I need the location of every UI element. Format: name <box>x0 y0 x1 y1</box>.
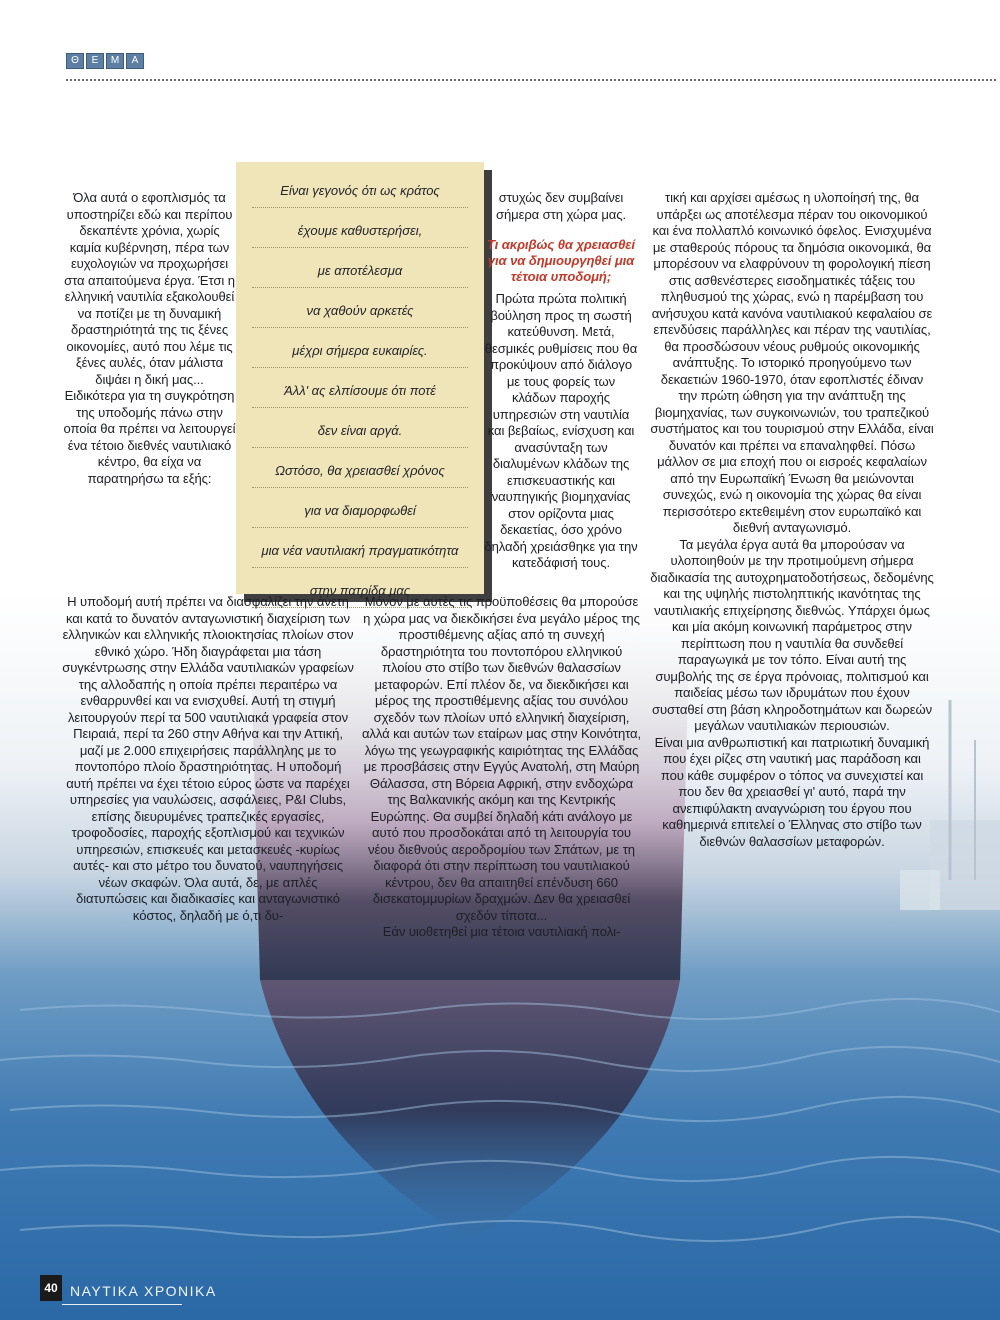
section-letter: Θ <box>66 53 84 69</box>
paragraph: τική και αρχίσει αμέσως η υλοποίησή της, θα υπάρξει ως αποτέλεσμα πέραν του οικονομικού και ένα πολλαπλό κοινωνικό όφελος. Ενισχυμένα με σταθερούς πόρους τα δημόσια οικονομικά, θα μπορέσουν να ελαφρύνουν τη φορολογική πίεση στις ασθενέστερες εισοδηματικές τάξεις του πληθυσμού της χώρας, ενώ η παρέμβαση του ανήσυχου κατά κανόνα ναυτιλιακού κεφαλαίου σε επενδύσεις παράλληλες και πέραν της ναυτιλίας, θα προσδώσουν νέους ρυθμούς οικονομικής ανάπτυξης. Το ιστορικό προηγούμενο των δεκαετιών 1960-1970, όταν εφοπλιστές έδιναν την πρώτη ώθηση για την ανάπτυξη της βιομηχανίας, των συγκοινωνιών, του τραπεζικού συστήματος και του τουρισμού στην Ελλάδα, είναι δυνατόν και πρέπει να επαναληφθεί. Πόσω μάλλον σε μια εποχή που οι εισροές κεφαλαίων από την Ευρωπαϊκή Ένωση θα μειώνονται συνεχώς, ενώ η οικονομία της χώρας θα είναι περισσότερο εκτεθειμένη στον ευρωπαϊκό και διεθνή ανταγωνισμό. <box>650 190 934 535</box>
paragraph: Ειδικότερα για τη συγκρότηση της υποδομής πάνω στην οποία θα πρέπει να λειτουργεί ένα τέτοιο διεθνές ναυτιλιακό κέντρο, θα είχα να παρατηρήσω τα εξής: <box>63 388 236 486</box>
footer-divider <box>62 1304 182 1305</box>
paragraph: Τα μεγάλα έργα αυτά θα μπορούσαν να υλοποιηθούν με την προτιμούμενη σήμερα διαδικασία της αυτοχρηματοδοτήσεως, δεδομένης και της υψηλής πιστοληπτικής ικανότητας της ναυτιλιακής επιχείρησης διεθνώς. Υπάρχει όμως και μία ακόμη κοινωνική παράμετρος στην περίπτωση που η ναυτιλία θα συνδεθεί παραγωγικά με τον τόπο. Είναι αυτή της συμβολής της σε έργα πρόνοιας, πολιτισμού και παιδείας μέσω των ιδρυμάτων που έχουν συσταθεί στη βάση κληροδοτημάτων και δωρεών μεγάλων ναυτιλιακών περιουσιών. <box>650 536 934 733</box>
page-number: 40 <box>40 1275 62 1301</box>
article-column-1-bottom <box>62 594 354 924</box>
pull-quote-line: να χαθούν αρκετές <box>252 300 468 328</box>
section-letter: Ε <box>86 53 104 69</box>
paragraph: στυχώς δεν συμβαίνει σήμερα στη χώρα μας. <box>495 190 627 222</box>
article-column-2-top <box>484 190 638 572</box>
paragraph: Όλα αυτά ο εφοπλισμός τα υποστηρίζει εδώ και περίπου δεκαπέντε χρόνια, χωρίς καμία κυβέρνηση, πέρα των ευχολογιών να προχωρήσει στα απαιτούμενα έργα. Έτσι η ελληνική ναυτιλία εξακολουθεί να ποτίζει με τη δυναμική δραστηριότητά της τις ξένες οικονομίες, αυτό που λέμε τις ξένες αυλές, όταν μάλιστα διψάει η δική μας... <box>64 190 235 387</box>
paragraph: Εάν υιοθετηθεί μια τέτοια ναυτιλιακή πολι- <box>382 924 621 939</box>
pull-quote-line: μέχρι σήμερα ευκαιρίες. <box>252 340 468 368</box>
pull-quote-line: με αποτέλεσμα <box>252 260 468 288</box>
pull-quote-line: δεν είναι αργά. <box>252 420 468 448</box>
section-label <box>66 53 144 69</box>
pull-quote-line: Άλλ' ας ελπίσουμε ότι ποτέ <box>252 380 468 408</box>
page-footer <box>40 1275 217 1301</box>
pull-quote-line: μια νέα ναυτιλιακή πραγματικότητα <box>252 540 468 568</box>
paragraph: Μόνον με αυτές τις προϋποθέσεις θα μπορούσε η χώρα μας να διεκδικήσει ένα μεγάλο μέρος της προστιθέμενης αξίας από τη συνεχή δραστηριότητα του ποντοπόρου ελληνικού πλοίου στο στίβο των διεθνών θαλασσίων μεταφορών. Επί πλέον δε, να διεκδικήσει και μέρος της προστιθέμενης αξίας του συνόλου σχεδόν των πλοίων υπό ελληνική διαχείριση, αλλά και αυτών των εταίρων μας στην Κοινότητα, λόγω της γεωγραφικής καιριότητας της Ελλάδας με προσβάσεις στην Εγγύς Ανατολή, στη Μαύρη Θάλασσα, στη Βόρεια Αφρική, στην ενδοχώρα της Βαλκανικής ακόμη και της Κεντρικής Ευρώπης. Θα συμβεί δηλαδή κάτι ανάλογο με αυτό που προσδοκάται από τη λειτουργία του νέου διεθνούς αεροδρομίου των Σπάτων, με τη διαφορά ότι στην περίπτωση του ναυτιλιακού κέντρου, δεν θα απαιτηθεί επένδυση 660 δισεκατομμυρίων δραχμών. Δεν θα χρειασθεί σχεδόν τίποτα... <box>361 594 642 923</box>
article-column-1-top <box>62 190 237 487</box>
paragraph: Είναι μια ανθρωπιστική και πατριωτική δυναμική που έχει ρίζες στη ναυτική μας παράδοση και που κάθε συμφέρον ο τόπος να συνεχιστεί και που δεν θα χρειασθεί γι' αυτό, παρά την ανεπιφύλακτη αναγνώριση του έργου που καθημερινά επιτελεί ο Έλληνας στο στίβο των διεθνών θαλασσίων μεταφορών. <box>654 734 930 849</box>
pull-quote-box <box>236 162 484 598</box>
pull-quote-line: στην πατρίδα μας <box>252 580 468 608</box>
article-column-2-bottom <box>360 594 643 941</box>
pull-quote-line: για να διαμορφωθεί <box>252 500 468 528</box>
section-letter: Μ <box>106 53 124 69</box>
paragraph: Η υποδομή αυτή πρέπει να διασφαλίζει την άνετη και κατά το δυνατόν ανταγωνιστική διαχείριση των ελληνικών και ελληνικής πλοιοκτησίας πλοίων στον εθνικό χώρο. Ήδη διαγράφεται μια τάση συγκέντρωσης στην Ελλάδα ναυτιλιακών γραφείων της αλλοδαπής η οποία πρέπει περαιτέρω να ενθαρρυνθεί και να ενισχυθεί. Αυτή τη στιγμή λειτουργούν περί τα 500 ναυτιλιακά γραφεία στον Πειραιά, περί τα 260 στην Αθήνα και την Αττική, μαζί με 2.000 επιχειρήσεις παράλληλης με το ποντοπόρο πλοίο δραστηριότητας. Η υποδομή αυτή πρέπει να έχει τέτοιο εύρος ώστε να παρέχει υπηρεσίες για ναυλώσεις, ασφάλειες, P&I Clubs, επίσης διευρυμένες τραπεζικές εργασίες, τροφοδοσίες, παροχής εξοπλισμού και τεχνικών υπηρεσιών, επισκευές και μετασκευές -κυρίως αυτές- και στο μέτρο του δυνατού, ναυπηγήσεις νέων σκαφών. Όλα αυτά, δε, με απλές διατυπώσεις και διαδικασίες και ανταγωνιστικό κόστος, δηλαδή με ό,τι δυ- <box>62 594 354 923</box>
header-divider <box>66 79 996 81</box>
pull-quote-line: Είναι γεγονός ότι ως κράτος <box>252 180 468 208</box>
article-column-3 <box>650 190 934 850</box>
subheading: Τι ακριβώς θα χρειασθεί για να δημιουργηθεί μια τέτοια υποδομή; <box>487 237 635 284</box>
paragraph: Πρώτα πρώτα πολιτική βούληση προς τη σωστή κατεύθυνση. Μετά, θεσμικές ρυθμίσεις που θα προκύψουν από διάλογο με τους φορείς των κλάδων παροχής υπηρεσιών στη ναυτιλία και βεβαίως, ενίσχυση και ανασύνταξη των διαλυμένων κλάδων της επισκευαστικής και ναυπηγικής βιομηχανίας στον ορίζοντα μιας δεκαετίας, όσο χρόνο δηλαδή χρειάσθηκε για την κατεδάφισή τους. <box>484 291 638 570</box>
section-letter: Α <box>126 53 144 69</box>
magazine-title: ΝΑΥΤΙΚΑ ΧΡΟΝΙΚΑ <box>70 1283 217 1299</box>
pull-quote-line: Ωστόσο, θα χρειασθεί χρόνος <box>252 460 468 488</box>
pull-quote-line: έχουμε καθυστερήσει, <box>252 220 468 248</box>
